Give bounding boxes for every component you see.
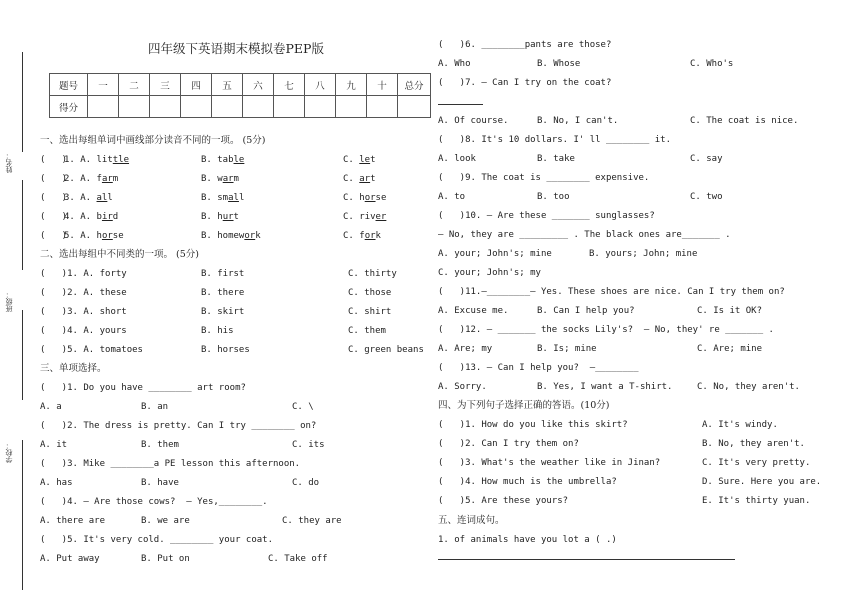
option-b: B. Put on xyxy=(141,554,190,564)
option-b: B. have xyxy=(141,478,179,488)
score-cell: 八 xyxy=(305,74,336,96)
match-answer: E. It's thirty yuan. xyxy=(702,496,811,506)
option-c: C. art xyxy=(343,174,376,184)
option: A. Are; my xyxy=(438,344,493,354)
match-question: ( )4. How much is the umbrella? xyxy=(438,477,617,487)
score-input-cell[interactable] xyxy=(305,96,336,118)
option-b: B. table xyxy=(201,155,245,165)
match-question: ( )5. Are these yours? xyxy=(438,496,569,506)
question-13: ( )13. — Can I help you? —________ xyxy=(438,363,639,373)
section-heading: 五、连词成句。 xyxy=(438,515,505,526)
match-answer: B. No, they aren't. xyxy=(702,439,805,449)
option-a: A. there are xyxy=(40,516,106,526)
question-9: ( )9. The coat is ________ expensive. xyxy=(438,173,650,183)
question-item: ( )1. A. forty xyxy=(40,269,127,279)
score-cell: 六 xyxy=(243,74,274,96)
question-item: ( )2. A. these xyxy=(40,288,127,298)
score-cell: 十 xyxy=(367,74,398,96)
option: C. Are; mine xyxy=(697,344,763,354)
score-input-cell[interactable] xyxy=(88,96,119,118)
question-10: ( )10. — Are these _______ sunglasses? xyxy=(438,211,655,221)
option: C. say xyxy=(690,154,723,164)
question-item: ( )4. — Are those cows? — Yes,________. xyxy=(40,497,268,507)
score-header-row xyxy=(50,74,431,96)
option-c: C. shirt xyxy=(348,307,392,317)
score-input-cell[interactable] xyxy=(243,96,274,118)
school-label: 学校： xyxy=(5,442,13,463)
name-label: 姓名： xyxy=(5,152,13,173)
question-10-b: — No, they are _________ . The black ones are_______ . xyxy=(438,230,731,240)
option: B. Yes, I want a T-shirt. xyxy=(537,382,673,392)
match-question: ( )3. What's the weather like in Jinan? xyxy=(438,458,661,468)
option-a: 3. A. all xyxy=(64,193,113,203)
option-c: C. they are xyxy=(282,516,342,526)
score-cell: 九 xyxy=(336,74,367,96)
section-heading: 三、单项选择。 xyxy=(40,363,107,374)
option-b: B. small xyxy=(201,193,245,203)
answer-line[interactable] xyxy=(438,559,735,560)
option: A. look xyxy=(438,154,476,164)
binding-line xyxy=(22,52,23,152)
answer-bracket: ( ) xyxy=(40,231,68,241)
question-6: ( )6. ________pants are those? xyxy=(438,40,612,50)
section-heading: 二、选出每组中不同类的一项。 (5分) xyxy=(40,249,199,260)
score-cell: 七 xyxy=(274,74,305,96)
option-b: B. warm xyxy=(201,174,239,184)
score-cell: 二 xyxy=(119,74,150,96)
score-input-cell[interactable] xyxy=(150,96,181,118)
option-c: C. Take off xyxy=(268,554,328,564)
option-b: B. there xyxy=(201,288,245,298)
option: C. Who's xyxy=(690,59,734,69)
match-question: ( )1. How do you like this skirt? xyxy=(438,420,628,430)
match-question: ( )2. Can I try them on? xyxy=(438,439,579,449)
score-cell: 四 xyxy=(181,74,212,96)
score-input-cell[interactable] xyxy=(336,96,367,118)
score-input-cell[interactable] xyxy=(398,96,431,118)
option: A. Excuse me. xyxy=(438,306,509,316)
option: A. Of course. xyxy=(438,116,509,126)
option: A. to xyxy=(438,192,466,202)
score-input-cell[interactable] xyxy=(367,96,398,118)
option-b: B. horses xyxy=(201,345,250,355)
question-item: ( )1. Do you have ________ art room? xyxy=(40,383,246,393)
option: B. yours; John; mine xyxy=(589,249,698,259)
section-heading: 四、为下列句子选择正确的答语。(10分) xyxy=(438,400,610,411)
sentence-1: 1. of animals have you lot a ( .) xyxy=(438,535,617,545)
match-answer: A. It's windy. xyxy=(702,420,778,430)
option-c: C. those xyxy=(348,288,392,298)
option-b: B. an xyxy=(141,402,169,412)
question-item: ( )3. A. short xyxy=(40,307,127,317)
answer-bracket: ( ) xyxy=(40,212,68,222)
question-item: ( )3. Mike ________a PE lesson this afternoon. xyxy=(40,459,301,469)
question-item: ( )5. It's very cold. ________ your coat. xyxy=(40,535,273,545)
option: B. Can I help you? xyxy=(537,306,635,316)
option-b: B. hurt xyxy=(201,212,239,222)
score-cell: 五 xyxy=(212,74,243,96)
option: C. two xyxy=(690,192,723,202)
option-b: B. we are xyxy=(141,516,190,526)
score-table xyxy=(49,73,431,118)
score-row xyxy=(50,96,431,118)
answer-bracket: ( ) xyxy=(40,174,68,184)
option-a: 1. A. little xyxy=(64,155,130,165)
option: C. your; John's; my xyxy=(438,268,541,278)
question-item: ( )2. The dress is pretty. Can I try ________ on? xyxy=(40,421,317,431)
option: C. Is it OK? xyxy=(697,306,763,316)
question-item: ( )5. A. tomatoes xyxy=(40,345,143,355)
option-b: B. homework xyxy=(201,231,261,241)
option-a: 5. A. horse xyxy=(64,231,124,241)
option: B. Whose xyxy=(537,59,581,69)
binding-line xyxy=(22,440,23,590)
score-input-cell[interactable] xyxy=(274,96,305,118)
score-input-cell[interactable] xyxy=(119,96,150,118)
match-answer: D. Sure. Here you are. xyxy=(702,477,822,487)
class-label: 班级： xyxy=(5,291,13,312)
answer-blank[interactable] xyxy=(438,104,483,105)
section-heading: 一、选出每组单词中画线部分读音不同的一项。 (5分) xyxy=(40,135,266,146)
option-b: B. skirt xyxy=(201,307,245,317)
question-11: ( )11.—________— Yes. These shoes are nice. Can I try them on? xyxy=(438,287,785,297)
option-a: A. it xyxy=(40,440,68,450)
option-b: B. his xyxy=(201,326,234,336)
question-item: ( )4. A. yours xyxy=(40,326,127,336)
score-cell: 总分 xyxy=(398,74,431,96)
option: C. No, they aren't. xyxy=(697,382,800,392)
option-a: A. Put away xyxy=(40,554,100,564)
option-b: B. first xyxy=(201,269,245,279)
score-input-cell[interactable] xyxy=(181,96,212,118)
option: B. too xyxy=(537,192,570,202)
score-input-cell[interactable] xyxy=(212,96,243,118)
option-c: C. them xyxy=(348,326,386,336)
option: A. Who xyxy=(438,59,471,69)
match-answer: C. It's very pretty. xyxy=(702,458,811,468)
score-cell: 一 xyxy=(88,74,119,96)
option-c: C. green beans xyxy=(348,345,424,355)
option-a: A. has xyxy=(40,478,73,488)
score-cell: 三 xyxy=(150,74,181,96)
binding-line xyxy=(22,310,23,400)
answer-bracket: ( ) xyxy=(40,155,68,165)
option-c: C. do xyxy=(292,478,320,488)
question-12: ( )12. — _______ the socks Lily's? — No, they' re _______ . xyxy=(438,325,774,335)
answer-bracket: ( ) xyxy=(40,193,68,203)
question-8: ( )8. It's 10 dollars. I' ll ________ it. xyxy=(438,135,671,145)
score-cell: 得分 xyxy=(50,96,88,118)
option: B. take xyxy=(537,154,575,164)
option: B. No, I can't. xyxy=(537,116,619,126)
option-a: A. a xyxy=(40,402,62,412)
option-a: 4. A. bird xyxy=(64,212,119,222)
question-7: ( )7. — Can I try on the coat? xyxy=(438,78,612,88)
binding-line xyxy=(22,180,23,270)
option: A. your; John's; mine xyxy=(438,249,552,259)
page-title: 四年级下英语期末模拟卷PEP版 xyxy=(148,41,324,56)
option: C. The coat is nice. xyxy=(690,116,799,126)
option: B. Is; mine xyxy=(537,344,597,354)
score-cell: 题号 xyxy=(50,74,88,96)
option-c: C. thirty xyxy=(348,269,397,279)
option: A. Sorry. xyxy=(438,382,487,392)
option-c: C. fork xyxy=(343,231,381,241)
option-c: C. its xyxy=(292,440,325,450)
option-a: 2. A. farm xyxy=(64,174,119,184)
option-c: C. horse xyxy=(343,193,387,203)
option-c: C. \ xyxy=(292,402,314,412)
option-c: C. let xyxy=(343,155,376,165)
option-c: C. river xyxy=(343,212,387,222)
option-b: B. them xyxy=(141,440,179,450)
